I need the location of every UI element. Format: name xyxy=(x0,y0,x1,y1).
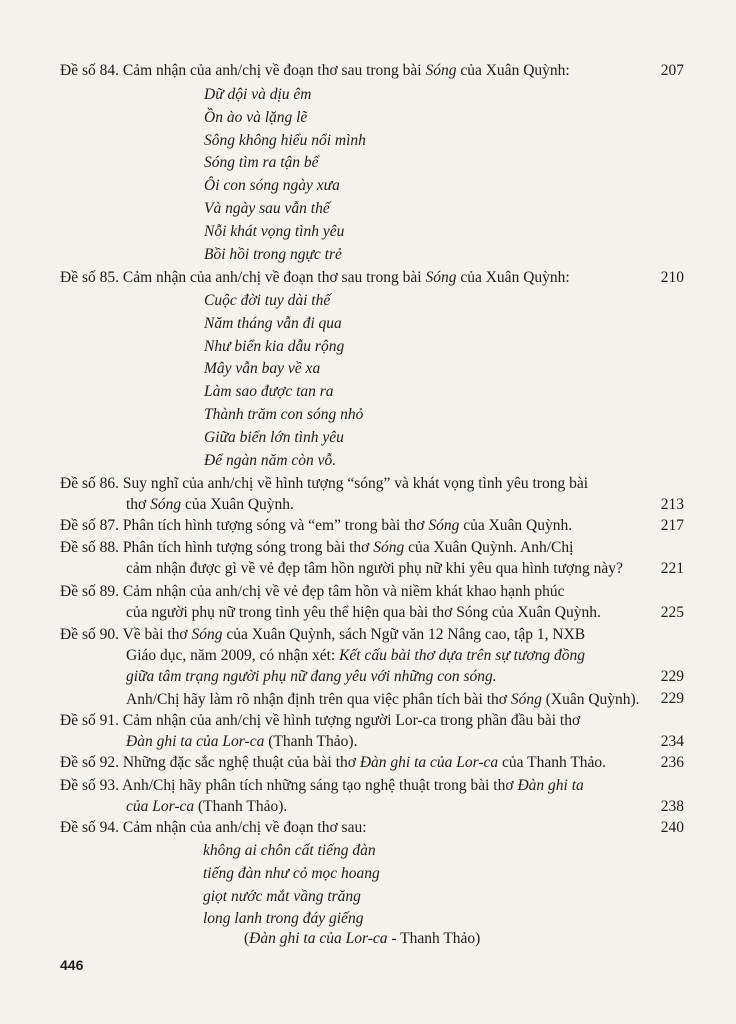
exercise-84-line: Đề số 84. Cảm nhận của anh/chị về đoạn thơ sau trong bài Sóng của Xuân Quỳnh: xyxy=(60,62,570,79)
poem-line: Mây vẫn bay về xa xyxy=(204,360,321,378)
poem-line: Cuộc đời tuy dài thế xyxy=(204,292,331,309)
exercise-label: Đề số 90. xyxy=(60,626,119,643)
poem-line: Như biển kia dẫu rộng xyxy=(204,337,345,355)
page-number: 207 xyxy=(660,62,684,79)
exercise-94: Đề số 94. Cảm nhận của anh/chị về đoạn thơ sau: xyxy=(60,819,367,836)
page-number: 240 xyxy=(660,819,684,836)
folio-page-number: 446 xyxy=(60,957,84,973)
page-number: 229 xyxy=(660,668,684,685)
exercise-label: Đề số 85. xyxy=(60,269,119,286)
poem-excerpt-84 xyxy=(204,84,366,266)
poem-excerpt-94 xyxy=(203,840,380,931)
exercise-label: Đề số 88. xyxy=(60,539,119,556)
poem-line: long lanh trong đáy giếng xyxy=(203,910,364,928)
page-number: 217 xyxy=(660,517,684,534)
exercise-label: Đề số 91. xyxy=(60,712,119,729)
poem-line: Ồn ào và lặng lẽ xyxy=(204,108,308,126)
work-title: Sóng xyxy=(428,517,460,534)
exercise-88: Đề số 88. Phân tích hình tượng sóng trong bài thơ Sóng của Xuân Quỳnh. Anh/Chị cảm nhận được gì về vẻ đẹp tâm hồn người phụ nữ khi yêu qua hình tượng này? xyxy=(60,539,623,577)
exercise-85-line: Đề số 85. Cảm nhận của anh/chị về đoạn thơ sau trong bài Sóng của Xuân Quỳnh: xyxy=(60,269,570,286)
exercise-label: Đề số 86. xyxy=(60,475,119,492)
work-title: của Lor-ca xyxy=(126,798,195,815)
exercise-label: Đề số 84. xyxy=(60,62,119,79)
page-number: 221 xyxy=(660,560,684,577)
exercise-label: Đề số 89. xyxy=(60,583,119,600)
poem-line: Dữ dội và dịu êm xyxy=(204,86,312,103)
work-title: Đàn ghi ta của Lor-ca xyxy=(249,930,388,947)
poem-line: giọt nước mắt vầng trăng xyxy=(203,887,361,905)
poem-line: không ai chôn cất tiếng đàn xyxy=(203,842,376,859)
exercise-86: Đề số 86. Suy nghĩ của anh/chị về hình tượng “sóng” và khát vọng tình yêu trong bài thơ Sóng của Xuân Quỳnh. xyxy=(60,475,589,513)
poem-line: Sông không hiểu nổi mình xyxy=(204,131,366,149)
exercise-90: Đề số 90. Về bài thơ Sóng của Xuân Quỳnh, sách Ngữ văn 12 Nâng cao, tập 1, NXB Giáo dục, năm 2009, có nhận xét: Kết cấu bài thơ dựa trên sự tương đồng giữa tâm trạng người phụ nữ đang yêu với những con sóng. Anh/Chị hãy làm rõ nhận định trên qua việc phân tích bài thơ Sóng (Xuân Quỳnh). xyxy=(60,626,640,708)
work-title: Sóng xyxy=(191,626,223,643)
page-number: 210 xyxy=(660,269,684,286)
exercise-89: Đề số 89. Cảm nhận của anh/chị về vẻ đẹp tâm hồn và niềm khát khao hạnh phúc của người phụ nữ trong tình yêu thể hiện qua bài thơ Sóng của Xuân Quỳnh. xyxy=(60,583,601,621)
poem-line: Ôi con sóng ngày xưa xyxy=(204,177,340,195)
poem-line: tiếng đàn như cỏ mọc hoang xyxy=(203,864,380,882)
poem-line: Năm tháng vẫn đi qua xyxy=(204,314,342,332)
poem-source: (Đàn ghi ta của Lor-ca - Thanh Thảo) xyxy=(244,930,481,947)
exercise-91: Đề số 91. Cảm nhận của anh/chị về hình tượng người Lor-ca trong phần đầu bài thơ Đàn ghi ta của Lor-ca (Thanh Thảo). xyxy=(60,712,581,750)
work-title: Sóng xyxy=(150,496,182,513)
poem-line: Nỗi khát vọng tình yêu xyxy=(204,222,345,240)
poem-line: Sóng tìm ra tận bể xyxy=(204,154,319,172)
exercise-85 xyxy=(60,267,684,288)
poem-line: Giữa biển lớn tình yêu xyxy=(204,428,344,446)
work-title: Sóng xyxy=(425,62,457,79)
page-number: 238 xyxy=(660,798,684,815)
exercise-84 xyxy=(60,60,684,81)
poem-line: Bồi hồi trong ngực trẻ xyxy=(204,245,342,263)
exercise-label: Đề số 94. xyxy=(60,819,119,836)
work-title: Sóng xyxy=(425,269,457,286)
poem-excerpt-85 xyxy=(204,290,363,472)
work-title: Đàn ghi ta xyxy=(517,777,584,794)
exercise-93: Đề số 93. Anh/Chị hãy phân tích những sáng tạo nghệ thuật trong bài thơ Đàn ghi ta của Lor-ca (Thanh Thảo). xyxy=(60,777,584,815)
exercise-87: Đề số 87. Phân tích hình tượng sóng và “em” trong bài thơ Sóng của Xuân Quỳnh. xyxy=(60,517,573,534)
poem-line: Để ngàn năm còn vỗ. xyxy=(204,451,337,469)
page-number: 213 xyxy=(660,496,684,513)
work-title: Sóng xyxy=(373,539,405,556)
exercise-label: Đề số 93. xyxy=(60,777,119,794)
exercise-label: Đề số 92. xyxy=(60,754,119,771)
page-number: 229 xyxy=(660,690,684,707)
page-number: 225 xyxy=(660,604,684,621)
page-number: 236 xyxy=(660,754,684,771)
exercise-92: Đề số 92. Những đặc sắc nghệ thuật của bài thơ Đàn ghi ta của Lor-ca của Thanh Thảo. xyxy=(60,754,607,771)
poem-line: Thành trăm con sóng nhỏ xyxy=(204,405,364,423)
work-title: Sóng xyxy=(510,691,542,708)
work-title: Đàn ghi ta của Lor-ca xyxy=(126,733,265,750)
poem-line: Làm sao được tan ra xyxy=(204,383,334,401)
poem-line: Và ngày sau vẫn thế xyxy=(204,199,330,217)
quoted-remark: Kết cấu bài thơ dựa trên sự tương đồng xyxy=(339,647,586,664)
work-title: Đàn ghi ta của Lor-ca xyxy=(359,754,499,771)
page-number: 234 xyxy=(660,733,684,750)
quoted-remark: giữa tâm trạng người phụ nữ đang yêu với những con sóng. xyxy=(126,668,497,685)
exercise-label: Đề số 87. xyxy=(60,517,119,534)
